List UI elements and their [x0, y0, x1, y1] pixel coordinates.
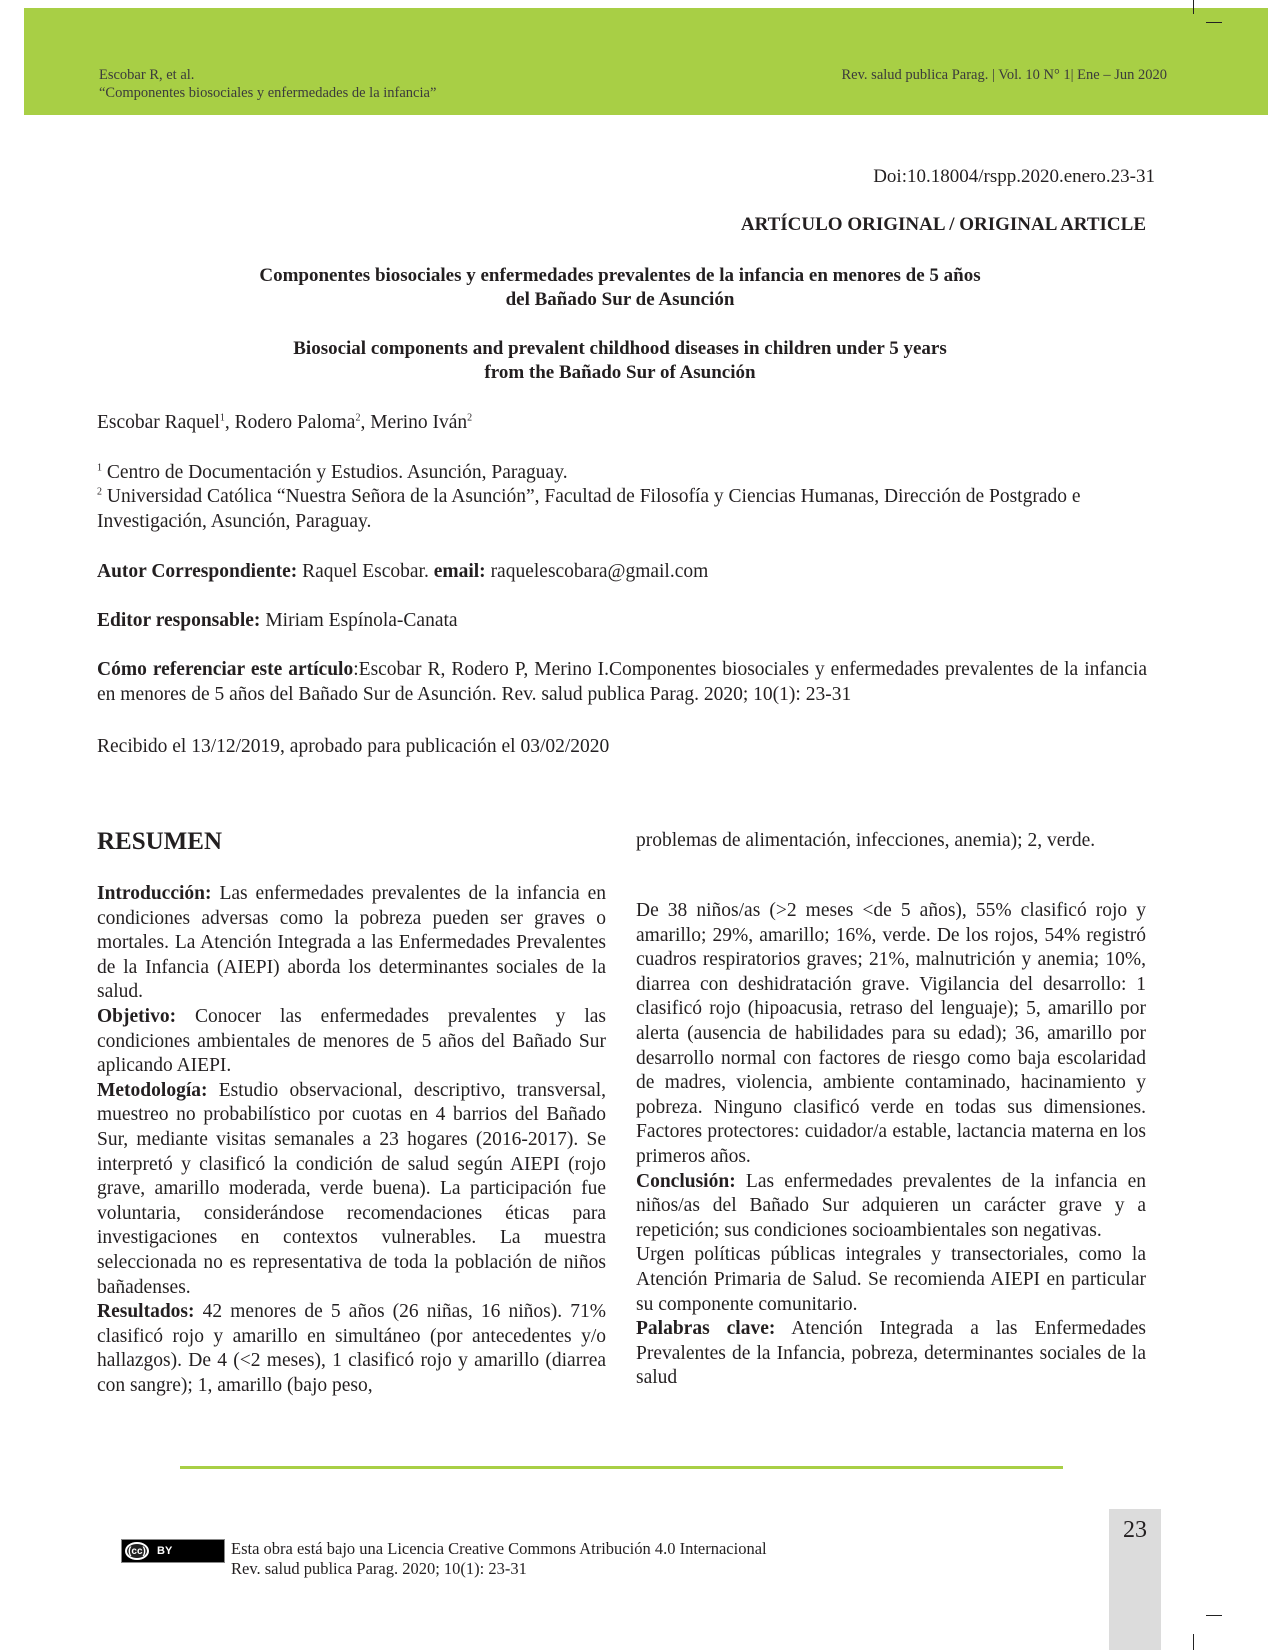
- license-text: Esta obra está bajo una Licencia Creative Commons Atribución 4.0 Internacional: [231, 1539, 767, 1558]
- abstract-results: [97, 1300, 606, 1398]
- results-text: 42 menores de 5 años (26 niñas, 16 niños). 71% clasificó rojo y amarillo en simultáneo (por antecedentes y/o hallazgos). De 4 (<2 meses), 1 clasificó rojo y amarillo (diarrea con sangre); 1, amarillo (bajo peso,: [97, 1301, 606, 1396]
- received-dates: Recibido el 13/12/2019, aprobado para publicación el 03/02/2020: [97, 736, 610, 757]
- abstract-recommendation: Urgen políticas públicas integrales y transectoriales, como la Atención Primaria de Salud. Se recomienda AIEPI en particular su componente comunitario.: [636, 1244, 1146, 1315]
- results-label: Resultados:: [97, 1301, 195, 1323]
- doi[interactable]: Doi:10.18004/rspp.2020.enero.23-31: [873, 166, 1155, 187]
- objective-text: Conocer las enfermedades prevalentes y las condiciones ambientales de menores de 5 años del Bañado Sur aplicando AIEPI.: [97, 1005, 606, 1077]
- affiliation-number: 2: [97, 486, 102, 498]
- citation-text: :Escobar R, Rodero P, Merino I.Componentes biosociales y enfermedades prevalentes de la infancia en menores de 5 años del Bañado Sur de Asunción. Rev. salud publica Parag. 2020; 10(1): 23-31: [97, 659, 1147, 705]
- creative-commons-badge[interactable]: [121, 1539, 225, 1563]
- author-name: Rodero Paloma: [234, 412, 356, 433]
- abstract-heading: RESUMEN: [97, 828, 223, 855]
- keywords-text: Atención Integrada a las Enfermedades Prevalentes de la Infancia, pobreza, determinantes sociales de la salud: [636, 1318, 1147, 1389]
- abstract-column-left: [97, 882, 606, 1398]
- author-separator: ,: [360, 412, 371, 433]
- corresponding-author: [97, 559, 708, 584]
- abstract-keywords: [636, 1317, 1146, 1391]
- author-affiliation-marker: 2: [467, 412, 473, 424]
- abstract-introduction: [97, 882, 606, 1005]
- cc-by-label: BY: [157, 1545, 173, 1557]
- author-list: [97, 410, 472, 435]
- author-affiliation-marker: 2: [355, 412, 361, 424]
- article-type: ARTÍCULO ORIGINAL / ORIGINAL ARTICLE: [740, 214, 1146, 235]
- abstract-methodology: [97, 1079, 606, 1300]
- section-divider: [180, 1466, 1063, 1469]
- running-head-authors: Escobar R, et al.: [99, 67, 195, 83]
- abstract-column-right: [636, 899, 1146, 1391]
- affiliation-2: [97, 484, 1147, 534]
- author-name: Escobar Raquel: [97, 412, 220, 433]
- crop-mark-bottom-horizontal: [1206, 1615, 1222, 1616]
- introduction-text: Las enfermedades prevalentes de la infancia en condiciones adversas como la pobreza pueden ser graves o mortales. La Atención Integrada a las Enfermedades Prevalentes de la Infancia (AIEPI) aborda los determinantes sociales de la salud.: [97, 883, 606, 1003]
- abstract-conclusion: [636, 1170, 1146, 1244]
- license-notice: [231, 1539, 767, 1579]
- editor-responsible: [97, 608, 458, 633]
- email-label: email:: [433, 561, 486, 582]
- methodology-label: Metodología:: [97, 1079, 208, 1101]
- title-english-line2: from the Bañado Sur of Asunción: [484, 362, 756, 383]
- keywords-label: Palabras clave:: [636, 1318, 776, 1340]
- corresponding-author-label: Autor Correspondiente:: [97, 561, 298, 582]
- objective-label: Objetivo:: [97, 1005, 177, 1027]
- author-name: Merino Iván: [370, 412, 468, 433]
- title-english: [160, 337, 1080, 385]
- corresponding-author-name: Raquel Escobar.: [297, 561, 434, 582]
- title-spanish: [160, 264, 1080, 312]
- editor-name: Miriam Espínola-Canata: [260, 610, 458, 631]
- affiliation-text: Centro de Documentación y Estudios. Asunción, Paraguay.: [102, 462, 568, 483]
- abstract-results-detail: De 38 niños/as (>2 meses <de 5 años), 55% clasificó rojo y amarillo; 29%, amarillo; 16%, verde. De los rojos, 54% registró cuadros respiratorios graves; 21%, malnutrición y anemia; 10%, diarrea con deshidratación grave. Vigilancia del desarrollo: 1 clasificó rojo (hipoacusia, retraso del lenguaje); 5, amarillo por alerta (ausencia de habilidades para su edad); 36, amarillo por desarrollo normal con factores de riesgo como baja escolaridad de madres, violencia, ambiente contaminado, hacinamiento y pobreza. Ninguno clasificó verde en todas sus dimensiones. Factores protectores: cuidador/a estable, lactancia materna en los primeros años.: [636, 900, 1146, 1167]
- abstract-results-continued: problemas de alimentación, infecciones, anemia); 2, verde.: [636, 830, 1096, 851]
- title-spanish-line2: del Bañado Sur de Asunción: [505, 289, 735, 310]
- page-number: 23: [1123, 1517, 1147, 1543]
- crop-mark-bottom-vertical: [1193, 1634, 1194, 1650]
- abstract-objective: [97, 1005, 606, 1079]
- crop-mark-top-horizontal: [1206, 22, 1222, 23]
- conclusion-label: Conclusión:: [636, 1170, 736, 1192]
- editor-label: Editor responsable:: [97, 610, 261, 631]
- affiliation-text: Universidad Católica “Nuestra Señora de la Asunción”, Facultad de Filosofía y Ciencias Humanas, Dirección de Postgrado e Investigación, Asunción, Paraguay.: [97, 486, 1081, 532]
- conclusion-text: Las enfermedades prevalentes de la infancia en niños/as del Bañado Sur adquieren un carácter grave y a repetición; sus condiciones socioambientales son negativas.: [636, 1170, 1146, 1241]
- title-english-line1: Biosocial components and prevalent childhood diseases in children under 5 years: [293, 338, 947, 359]
- author-separator: ,: [224, 412, 235, 433]
- citation-label: Cómo referenciar este artículo: [97, 659, 354, 680]
- methodology-text: Estudio observacional, descriptivo, transversal, muestreo no probabilístico por cuotas en 4 barrios del Bañado Sur, mediante visitas semanales a 23 hogares (2016-2017). Se interpretó y clasificó la condición de salud según AIEPI (rojo grave, amarillo moderada, verde buena). La participación fue voluntaria, considerándose recomendaciones éticas para investigaciones en contextos vulnerables. La muestra seleccionada no es representativa de toda la población de niños bañadenses.: [97, 1079, 606, 1298]
- author-affiliation-marker: 1: [219, 412, 225, 424]
- running-head-journal: Rev. salud publica Parag. | Vol. 10 N° 1| Ene – Jun 2020: [841, 67, 1167, 83]
- email-link[interactable]: raquelescobara@gmail.com: [485, 561, 709, 582]
- cc-icon: (cc): [125, 1542, 149, 1560]
- title-spanish-line1: Componentes biosociales y enfermedades prevalentes de la infancia en menores de 5 años: [259, 265, 981, 286]
- affiliation-number: 1: [97, 462, 102, 474]
- crop-mark-top-vertical: [1193, 0, 1194, 14]
- journal-reference: Rev. salud publica Parag. 2020; 10(1): 23-31: [231, 1559, 527, 1578]
- how-to-cite: [97, 657, 1147, 707]
- affiliation-1: [97, 460, 568, 485]
- running-head-title: “Componentes biosociales y enfermedades de la infancia”: [99, 85, 437, 101]
- introduction-label: Introducción:: [97, 883, 212, 904]
